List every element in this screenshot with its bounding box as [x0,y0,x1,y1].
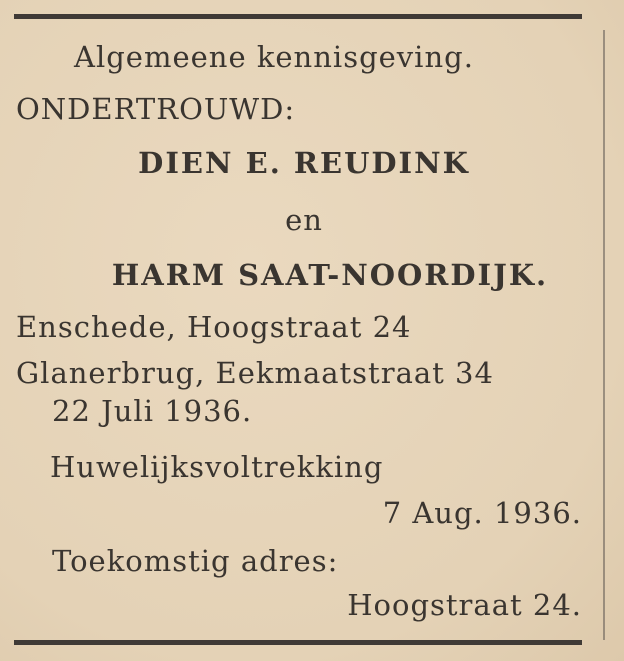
wedding-label: Huwelijksvoltrekking [50,450,384,484]
conjunction: en [285,203,323,237]
future-address: Hoogstraat 24. [347,588,582,622]
notice-type: ONDERTROUWD: [16,92,296,126]
notice-date: 22 Juli 1936. [52,394,253,428]
groom-name: HARM SAAT-NOORDIJK. [111,258,549,292]
bottom-rule [14,640,582,645]
wedding-date: 7 Aug. 1936. [382,496,582,530]
column-divider [603,30,605,640]
notice-heading: Algemeene kennisgeving. [74,40,474,74]
future-address-label: Toekomstig adres: [52,544,339,578]
top-rule [14,14,582,19]
bride-name: DIEN E. REUDINK [138,146,470,180]
address-line-2: Glanerbrug, Eekmaatstraat 34 [16,356,494,390]
address-line-1: Enschede, Hoogstraat 24 [16,310,412,344]
